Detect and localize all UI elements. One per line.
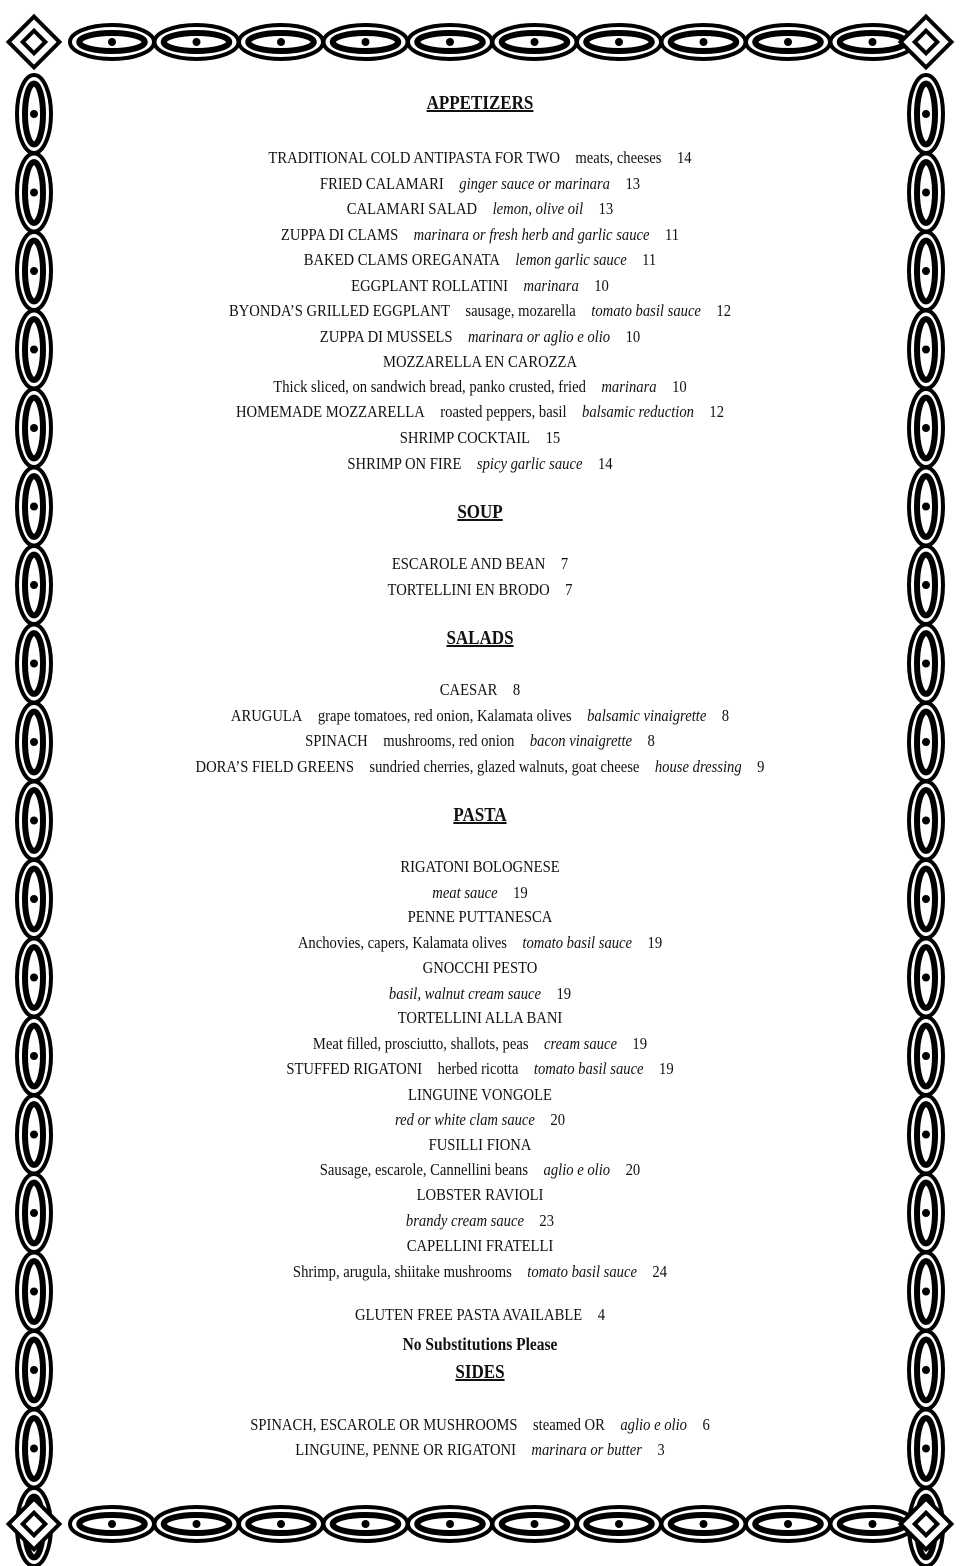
menu-item (67, 1236, 893, 1256)
border-dot (30, 1445, 38, 1453)
item-price: 14 (676, 148, 692, 167)
border-dot (869, 38, 877, 46)
item-price: 9 (757, 757, 765, 776)
menu-item (67, 933, 893, 953)
menu-item (67, 1305, 893, 1325)
menu-item (67, 148, 893, 168)
item-price: 8 (647, 731, 655, 750)
border-dot (30, 1209, 38, 1217)
border-dot (869, 1520, 877, 1528)
menu-item (67, 250, 893, 270)
item-name: DORA’S FIELD GREENS (195, 757, 354, 776)
item-price: 20 (625, 1160, 641, 1179)
item-price: 24 (652, 1262, 668, 1281)
item-name: HOMEMADE MOZZARELLA (235, 402, 425, 421)
section-heading-sides: SIDES (455, 1361, 505, 1383)
border-dot (30, 895, 38, 903)
border-corner-knot (901, 17, 952, 68)
border-dot (922, 1209, 930, 1217)
item-description: sundried cherries, glazed walnuts, goat cheese (369, 757, 640, 776)
item-description: marinara (601, 377, 657, 396)
item-price: 12 (709, 402, 725, 421)
border-dot (277, 1520, 285, 1528)
item-name: CAESAR (439, 680, 498, 699)
border-dot (108, 1520, 116, 1528)
item-price: 7 (565, 580, 573, 599)
item-name: Thick sliced, on sandwich bread, panko crusted, fried (273, 377, 586, 396)
menu-item (67, 757, 893, 777)
item-name: LOBSTER RAVIOLI (416, 1185, 544, 1204)
item-price: 19 (632, 1034, 648, 1053)
item-description: tomato basil sauce (522, 933, 633, 952)
menu-item (67, 1334, 893, 1354)
border-dot (922, 503, 930, 511)
item-price: 15 (545, 428, 561, 447)
item-price: 8 (512, 680, 521, 699)
item-name: GLUTEN FREE PASTA AVAILABLE (354, 1305, 583, 1324)
border-dot (30, 1052, 38, 1060)
item-name: LINGUINE, PENNE OR RIGATONI (295, 1440, 516, 1459)
border-dot (30, 1288, 38, 1296)
border-dot (922, 738, 930, 746)
item-price: 23 (539, 1211, 555, 1230)
border-dot (446, 1520, 454, 1528)
item-description: balsamic reduction (582, 402, 694, 421)
border-corner-knot (901, 1499, 952, 1550)
item-name: PENNE PUTTANESCA (407, 907, 553, 926)
item-name: BAKED CLAMS OREGANATA (303, 250, 500, 269)
border-dot (108, 38, 116, 46)
border-dot (30, 267, 38, 275)
section-heading-pasta: PASTA (453, 804, 507, 826)
menu-item (67, 1415, 893, 1435)
menu-item (67, 554, 893, 574)
item-price: 19 (513, 883, 528, 902)
item-description: meats, cheeses (575, 148, 662, 167)
item-name: Sausage, escarole, Cannellini beans (319, 1160, 529, 1179)
section-heading-salads: SALADS (446, 627, 514, 649)
item-description: tomato basil sauce (591, 301, 701, 320)
item-price: 10 (672, 377, 687, 396)
menu-item (67, 857, 893, 877)
item-description: house dressing (654, 757, 742, 776)
item-name: Shrimp, arugula, shiitake mushrooms (292, 1262, 512, 1281)
menu-item (67, 174, 893, 194)
item-name: TORTELLINI ALLA BANI (397, 1008, 563, 1027)
item-description: marinara or fresh herb and garlic sauce (413, 225, 650, 244)
item-price: 4 (597, 1305, 606, 1324)
border-dot (531, 1520, 539, 1528)
border-dot (700, 1520, 708, 1528)
menu-item (67, 984, 893, 1004)
item-name: ESCAROLE AND BEAN (391, 554, 546, 573)
item-description: grape tomatoes, red onion, Kalamata olives (317, 706, 572, 725)
border-dot (531, 38, 539, 46)
item-name: STUFFED RIGATONI (286, 1059, 423, 1078)
menu-item (67, 454, 893, 474)
border-dot (277, 38, 285, 46)
item-name: LINGUINE VONGOLE (408, 1085, 552, 1104)
item-name: SHRIMP ON FIRE (347, 454, 462, 473)
menu-item (67, 199, 893, 219)
item-description: ginger sauce or marinara (459, 174, 610, 193)
item-price: 19 (659, 1059, 674, 1078)
border-dot (922, 1445, 930, 1453)
border-dot (922, 1366, 930, 1374)
menu-item (67, 958, 893, 978)
item-name: Meat filled, prosciutto, shallots, peas (312, 1034, 529, 1053)
menu-item (67, 1059, 893, 1079)
item-price: 7 (560, 554, 569, 573)
menu-item (67, 1160, 893, 1180)
item-description: marinara (523, 276, 579, 295)
item-description: lemon garlic sauce (515, 250, 627, 269)
border-dot (922, 267, 930, 275)
border-dot (30, 817, 38, 825)
item-price: 19 (556, 984, 572, 1003)
item-description: aglio e olio (620, 1415, 687, 1434)
border-dot (30, 1366, 38, 1374)
section-heading-appetizers: APPETIZERS (426, 92, 534, 114)
border-dot (784, 1520, 792, 1528)
menu-item (67, 1135, 893, 1155)
border-dot (446, 38, 454, 46)
menu-item (67, 731, 893, 751)
border-dot (784, 38, 792, 46)
border-dot (922, 895, 930, 903)
menu-item (67, 1110, 893, 1130)
border-dot (362, 1520, 370, 1528)
item-name: EGGPLANT ROLLATINI (351, 276, 509, 295)
menu-item (67, 402, 893, 422)
item-name: FRIED CALAMARI (319, 174, 444, 193)
item-description: lemon, olive oil (492, 199, 584, 218)
border-dot (30, 974, 38, 982)
border-dot (615, 38, 623, 46)
menu-item (67, 706, 893, 726)
item-description: tomato basil sauce (533, 1059, 644, 1078)
border-dot (922, 1131, 930, 1139)
item-price: 19 (647, 933, 663, 952)
border-dot (922, 1052, 930, 1060)
border-dot (922, 974, 930, 982)
section-heading-soup: SOUP (457, 501, 503, 523)
menu-item (67, 1440, 893, 1460)
item-name: TRADITIONAL COLD ANTIPASTA FOR TWO (268, 148, 560, 167)
menu-item (67, 276, 893, 296)
item-price: 6 (702, 1415, 710, 1434)
menu-item (67, 1008, 893, 1028)
item-description: sausage, mozarella (465, 301, 576, 320)
item-name: CAPELLINI FRATELLI (406, 1236, 554, 1255)
item-name: meat sauce (432, 883, 498, 902)
item-description: bacon vinaigrette (529, 731, 633, 750)
item-name: basil, walnut cream sauce (388, 984, 542, 1003)
menu-item (67, 883, 893, 903)
border-dot (362, 38, 370, 46)
item-description: marinara or butter (531, 1440, 642, 1459)
border-dot (700, 38, 708, 46)
menu-item (67, 377, 893, 397)
border-dot (30, 424, 38, 432)
item-description: steamed OR (532, 1415, 605, 1434)
item-description: spicy garlic sauce (476, 454, 583, 473)
border-dot (922, 581, 930, 589)
border-dot (30, 346, 38, 354)
item-name: ZUPPA DI MUSSELS (319, 327, 453, 346)
border-dot (922, 424, 930, 432)
border-dot (30, 189, 38, 197)
item-name: TORTELLINI EN BRODO (387, 580, 550, 599)
menu-item (67, 907, 893, 927)
border-dot (30, 1131, 38, 1139)
item-name: No Substitutions Please (402, 1334, 558, 1354)
item-description: marinara or aglio e olio (467, 327, 611, 346)
item-description: roasted peppers, basil (440, 402, 567, 421)
item-price: 13 (625, 174, 641, 193)
border-dot (30, 503, 38, 511)
item-name: MOZZARELLA EN CAROZZA (382, 352, 578, 371)
border-dot (922, 660, 930, 668)
item-description: aglio e olio (543, 1160, 611, 1179)
item-price: 10 (625, 327, 641, 346)
item-description: balsamic vinaigrette (587, 706, 707, 725)
border-dot (193, 38, 201, 46)
item-name: RIGATONI BOLOGNESE (400, 857, 560, 876)
border-dot (30, 660, 38, 668)
item-name: SPINACH (305, 731, 368, 750)
border-dot (193, 1520, 201, 1528)
item-price: 8 (721, 706, 730, 725)
item-name: brandy cream sauce (405, 1211, 524, 1230)
item-description: mushrooms, red onion (383, 731, 515, 750)
item-name: ZUPPA DI CLAMS (280, 225, 399, 244)
item-description: cream sauce (544, 1034, 617, 1053)
item-price: 3 (657, 1440, 665, 1459)
item-price: 11 (642, 250, 657, 269)
item-name: SHRIMP COCKTAIL (399, 428, 531, 447)
border-corner-knot (9, 17, 60, 68)
border-dot (922, 1288, 930, 1296)
menu-item (67, 1185, 893, 1205)
border-dot (922, 817, 930, 825)
item-price: 10 (594, 276, 609, 295)
menu-item (67, 1034, 893, 1054)
menu-item (67, 225, 893, 245)
menu-item (67, 580, 893, 600)
item-price: 12 (716, 301, 732, 320)
item-name: FUSILLI FIONA (428, 1135, 532, 1154)
border-dot (922, 346, 930, 354)
menu-item (67, 680, 893, 700)
item-description: herbed ricotta (437, 1059, 519, 1078)
item-description: tomato basil sauce (527, 1262, 637, 1281)
item-name: CALAMARI SALAD (346, 199, 478, 218)
item-name: ARUGULA (230, 706, 303, 725)
item-name: Anchovies, capers, Kalamata olives (297, 933, 507, 952)
border-dot (922, 110, 930, 118)
border-dot (30, 581, 38, 589)
item-price: 13 (598, 199, 614, 218)
item-name: GNOCCHI PESTO (422, 958, 538, 977)
border-dot (30, 738, 38, 746)
item-name: BYONDA’S GRILLED EGGPLANT (228, 301, 450, 320)
menu-item (67, 352, 893, 372)
item-name: red or white clam sauce (394, 1110, 535, 1129)
menu-item (67, 327, 893, 347)
menu-item (67, 1262, 893, 1282)
item-price: 14 (597, 454, 613, 473)
border-corner-knot (9, 1499, 60, 1550)
menu-item (67, 428, 893, 448)
menu-item (67, 1211, 893, 1231)
border-dot (615, 1520, 623, 1528)
item-name: SPINACH, ESCAROLE OR MUSHROOMS (250, 1415, 518, 1434)
menu-item (67, 301, 893, 321)
border-dot (30, 110, 38, 118)
border-dot (922, 189, 930, 197)
item-price: 11 (664, 225, 680, 244)
menu-item (67, 1085, 893, 1105)
item-price: 20 (550, 1110, 566, 1129)
